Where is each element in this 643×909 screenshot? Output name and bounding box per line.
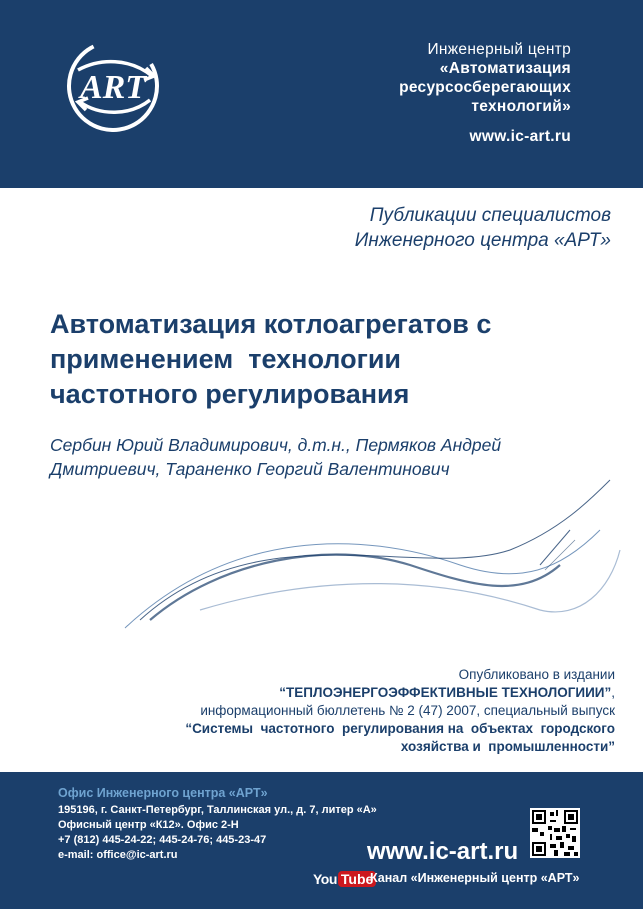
org-line-3: ресурсосберегающих [399,79,571,96]
youtube-logo-icon[interactable] [313,870,376,888]
authors-line-1: Сербин Юрий Владимирович, д.т.н., Пермяков Андрей [50,435,502,455]
youtube-channel-link[interactable]: Канал «Инженерный центр «АРТ» [370,871,580,885]
qr-code-icon[interactable] [530,808,580,858]
published-journal-suffix: , [611,685,615,700]
footer-phones: +7 (812) 445-24-22; 445-24-76; 445-23-47 [58,834,267,846]
title-line-1: Автоматизация котлоагрегатов с [50,309,492,339]
footer-contacts [58,803,377,863]
footer-office-title: Офис Инженерного центра «АРТ» [58,786,268,800]
publications-line-1: Публикации специалистов [369,205,611,226]
logo-text: ART [79,69,147,106]
org-line-4: технологий» [471,98,571,115]
title-line-2: применением технологии [50,344,402,374]
decorative-swoosh [0,470,643,650]
header-url-link[interactable]: www.ic-art.ru [469,128,571,145]
authors-line-2: Дмитриевич, Тараненко Георгий Валентинович [50,459,450,479]
youtube-tube: Tube [338,871,376,887]
title-line-3: частотного регулирования [50,379,410,409]
publication-info [75,666,615,756]
footer-office-center: Офисный центр «К12». Офис 2-Н [58,819,239,831]
org-line-1: Инженерный центр [427,41,571,58]
footer-email-link[interactable]: e-mail: office@ic-art.ru [58,849,178,861]
publications-line-2: Инженерного центра «АРТ» [354,230,611,251]
youtube-you: You [313,871,337,887]
published-line-4: “Системы частотного регулирования на объектах городского [185,721,615,736]
footer-address: 195196, г. Санкт-Петербург, Таллинская ул., д. 7, литер «А» [58,804,377,816]
document-title [50,307,610,412]
published-line-1: Опубликовано в издании [458,667,615,682]
footer-url-link[interactable]: www.ic-art.ru [367,838,519,865]
published-line-3: информационный бюллетень № 2 (47) 2007, специальный выпуск [200,703,615,718]
art-logo [60,40,166,132]
published-journal: “ТЕПЛОЭНЕРГОЭФФЕКТИВНЫЕ ТЕХНОЛОГИИИ” [279,685,612,700]
organization-block [399,40,571,146]
published-line-5: хозяйства и промышленности” [400,739,615,754]
publications-heading [355,203,611,253]
org-line-2: «Автоматизация [439,60,571,77]
